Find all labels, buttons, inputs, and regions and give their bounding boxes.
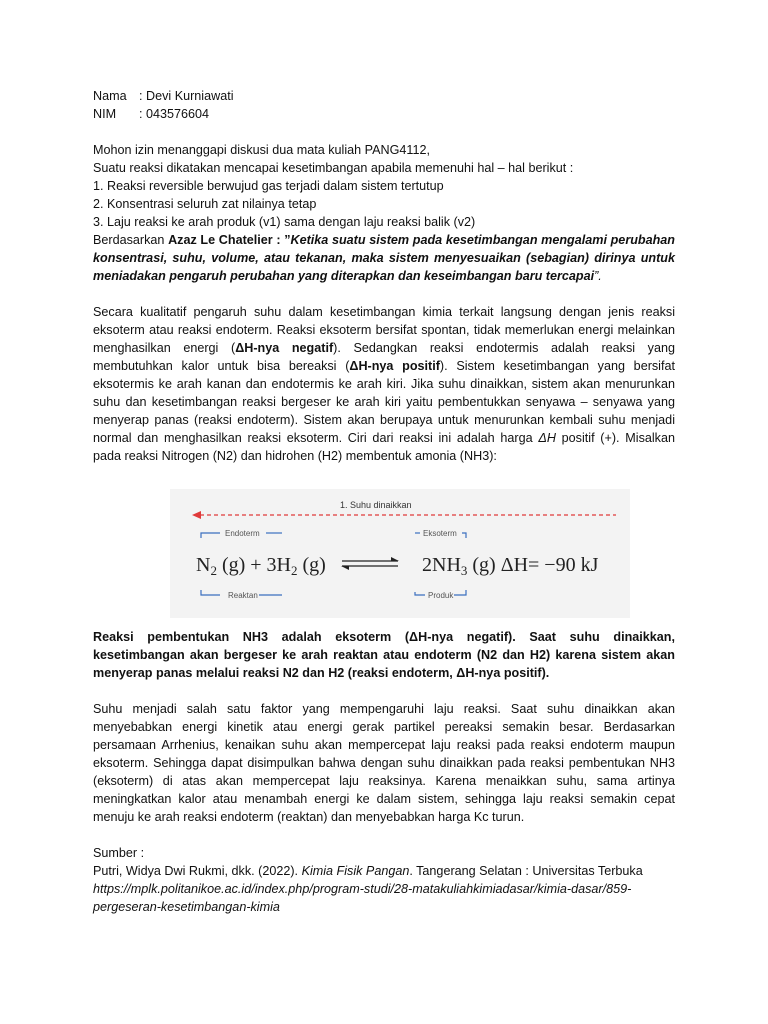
le-chatelier-end: ”. <box>594 269 602 283</box>
endoterm-label: Endoterm <box>225 529 260 538</box>
condition-item: 2. Konsentrasi seluruh zat nilainya tetap <box>93 197 317 211</box>
endoterm-bracket <box>201 533 220 538</box>
reference-1-title: Kimia Fisik Pangan <box>301 864 410 878</box>
reference-2-url: https://mplk.politanikoe.ac.id/index.php/program-studi/28-matakuliahkimiadasar/kimia-dasar/859- <box>93 882 632 896</box>
eksoterm-label: Eksoterm <box>423 529 457 538</box>
nim-label: NIM <box>93 107 117 121</box>
greeting: Mohon izin menanggapi diskusi dua mata kuliah PANG4112, <box>93 143 430 157</box>
p1-text: ). Sistem kesetimbangan yang bersifat eksotermis ke arah kanan dan endotermis ke arah kiri. Jika suhu dinaikkan, sistem akan menurunkan suhu dan kesetimbangan reaksi bergeser ke arah kiri yaitu pembentukkan senyawa – senyawa yang menyerap panas (reaksi endoterm). Sistem akan berupaya untuk menurunkan kembali suhu menjadi normal dan menghasilkan reaksi eksoterm. Ciri dari reaksi ini adalah harga <box>93 359 675 445</box>
sources-label: Sumber : <box>93 846 145 860</box>
products-equation: $2NH_3$ (g) ΔH= −90 kJ <box>422 554 599 578</box>
name-label: Nama <box>93 89 127 103</box>
reference-1 <box>93 862 675 880</box>
reaction-figure <box>170 489 630 618</box>
reactants-equation: $N_2$ $(g) + 3H_2$ (g) <box>196 554 326 578</box>
eksoterm-bracket <box>462 533 466 538</box>
reaktan-bracket <box>201 590 220 595</box>
arrow-label: 1. Suhu dinaikkan <box>340 500 412 510</box>
p1-bold: ΔH-nya positif <box>349 359 440 373</box>
nim-value: : 043576604 <box>139 107 210 121</box>
le-chatelier-quote: Ketika suatu sistem pada kesetimbangan mengalami perubahan konsentrasi, suhu, volume, atau tekanan, maka sistem menyesuaikan (sebagian) dirinya untuk meniadakan pengaruh perubahan yang diterapkan dan keseimbangan baru tercapai <box>93 233 675 283</box>
condition-item: 1. Reaksi reversible berwujud gas terjadi dalam sistem tertutup <box>93 179 444 193</box>
document-page <box>93 87 675 916</box>
p1-text: Secara kualitatif pengaruh suhu dalam kesetimbangan kimia terkait langsung dengan jenis reaksi eksoterm atau reaksi endoterm. Reaksi eksoterm bersifat spontan, tidak memerlukan energi melainkan menghasilkan energi ( <box>93 305 675 355</box>
reverse-arrow-head <box>341 566 349 570</box>
forward-arrow-head <box>391 557 399 561</box>
paragraph-reaction-rate: Suhu menjadi salah satu faktor yang mempengaruhi laju reaksi. Saat suhu dinaikkan akan menyebabkan energi kinetik atau energi gerak partikel pereaksi semakin besar. Berdasarkan persamaan Arrhenius, kenaikan suhu akan mempercepat laju reaksi pada reaksi endoterm maupun eksoterm. Sehingga dapat disimpulkan bahwa dengan suhu dinaikkan pada reaksi pembentukan NH3 (eksoterm) di atas akan mempercepat laju reaksinya. Karena menaikkan suhu, sama artinya meningkatkan kalor atau menambah energi ke dalam sistem, sehingga laju reaksi semakin cepat menuju ke arah reaksi endoterm (reaktan) dan menyebabkan harga Kc turun. <box>93 702 675 824</box>
le-chatelier-prefix: Berdasarkan <box>93 233 169 247</box>
reference-1-publisher: . Tangerang Selatan : Universitas Terbuka <box>409 864 643 878</box>
name-value: : Devi Kurniawati <box>139 89 234 103</box>
le-chatelier-statement <box>93 231 675 285</box>
temperature-arrow-head <box>192 511 201 519</box>
condition-item: 3. Laju reaksi ke arah produk (v1) sama dengan laju reaksi balik (v2) <box>93 215 476 229</box>
produk-bracket <box>415 592 425 595</box>
name-row <box>93 87 675 105</box>
reference-2-url-cont: pergeseran-kesetimbangan-kimia <box>93 900 280 914</box>
le-chatelier-name: Azaz Le Chatelier : ” <box>168 233 291 247</box>
produk-bracket <box>454 590 466 595</box>
produk-label: Produk <box>428 591 454 600</box>
p1-text: positif (+). Misalkan pada reaksi Nitrogen (N2) dan hidrohen (H2) membentuk amonia (NH3): <box>93 431 675 463</box>
p1-bold: ΔH-nya negatif <box>235 341 334 355</box>
p1-italic: ΔH <box>538 431 556 445</box>
reaktan-label: Reaktan <box>228 591 258 600</box>
p1-text: ). Sedangkan reaksi endotermis adalah reaksi yang membutuhkan kalor untuk bisa bereaksi ( <box>93 341 675 373</box>
reference-1-authors: Putri, Widya Dwi Rukmi, dkk. (2022). <box>93 864 302 878</box>
nim-row <box>93 105 675 123</box>
paragraph-temperature <box>93 303 675 465</box>
paragraph-nh3: Reaksi pembentukan NH3 adalah eksoterm (ΔH-nya negatif). Saat suhu dinaikkan, kesetimbangan akan bergeser ke arah reaktan atau endoterm (N2 dan H2) karena sistem akan menyerap panas melalui reaksi N2 dan H2 (reaksi endoterm, ΔH-nya positif). <box>93 630 675 680</box>
conditions-lead: Suatu reaksi dikatakan mencapai kesetimbangan apabila memenuhi hal – hal berikut : <box>93 161 574 175</box>
